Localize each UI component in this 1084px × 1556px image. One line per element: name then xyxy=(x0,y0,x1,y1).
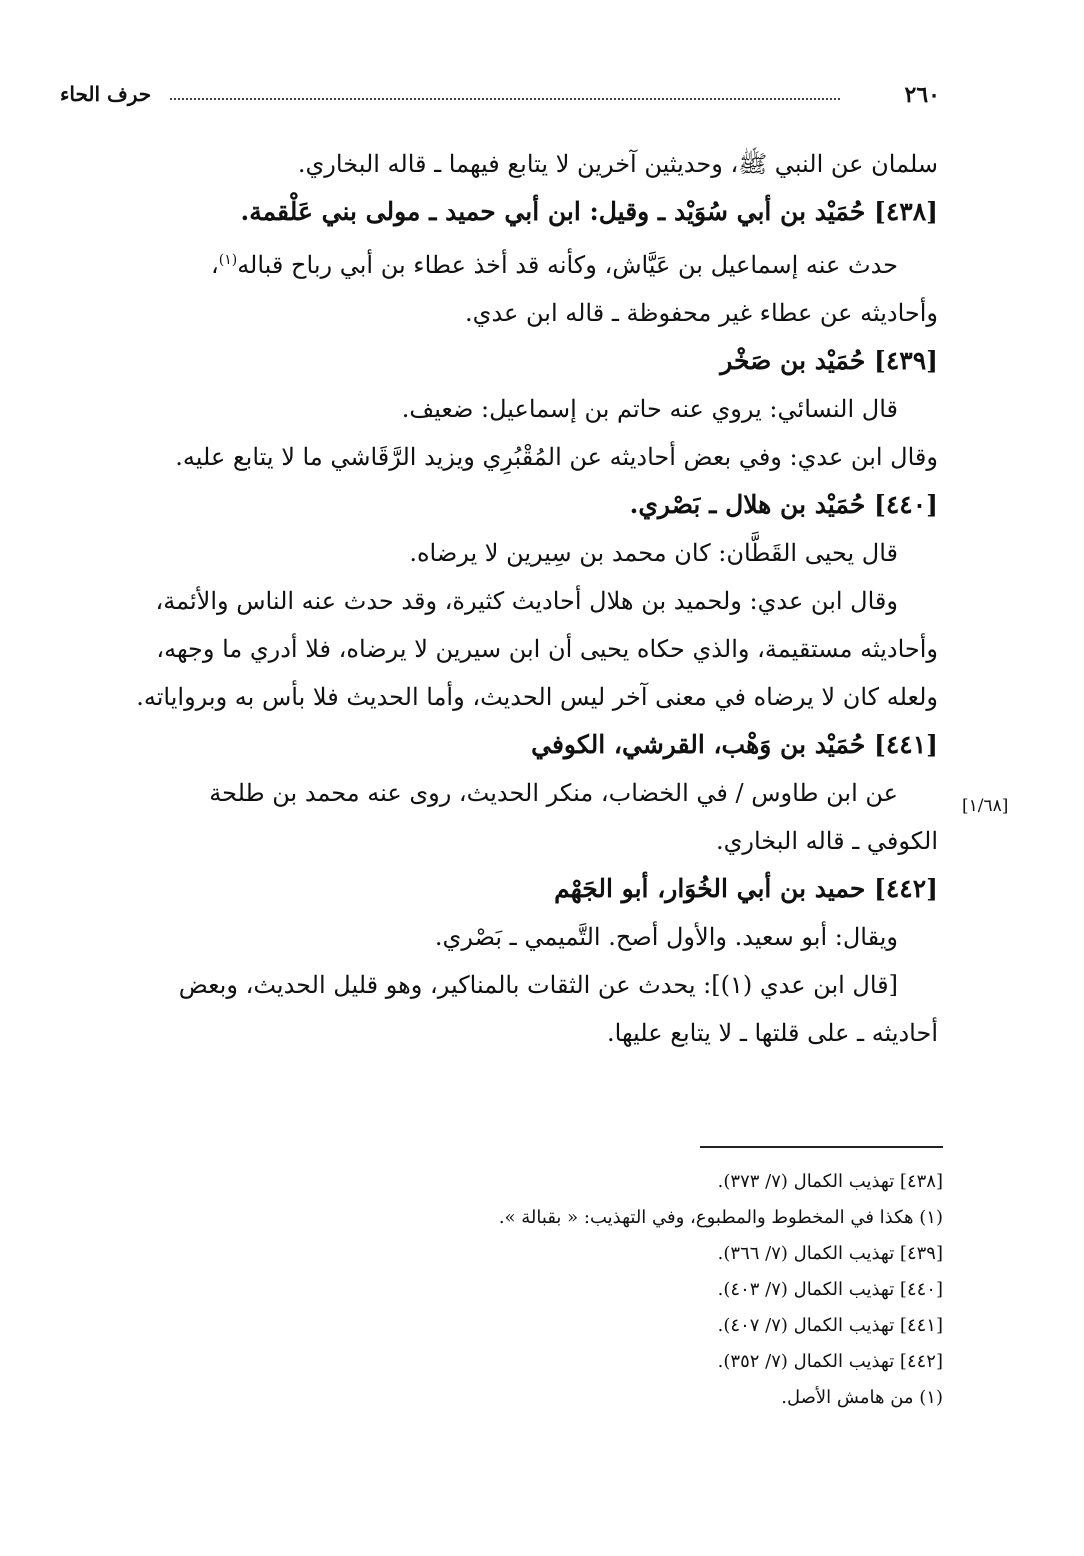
footnote-line: [٤٣٨] تهذيب الكمال (٧/ ٣٧٣). xyxy=(717,1171,943,1192)
footnote-divider xyxy=(700,1146,943,1148)
text-line: حدث عنه إسماعيل بن عَيَّاش، وكأنه قد أخذ عطاء بن أبي رباح قباله$^{(١)}$، xyxy=(210,251,898,279)
text-line: وأحاديثه مستقيمة، والذي حكاه يحيى أن ابن سيرين لا يرضاه، فلا أدري ما وجهه، xyxy=(156,635,938,663)
text-line: قال النسائي: يروي عنه حاتم بن إسماعيل: ضعيف. xyxy=(401,395,898,423)
entry-heading: [٤٣٨] حُمَيْد بن أبي سُوَيْد ـ وقيل: ابن أبي حميد ـ مولى بني عَلْقمة. xyxy=(240,197,938,226)
text-line: ولعله كان لا يرضاه في معنى آخر ليس الحديث، وأما الحديث فلا بأس به وبرواياته. xyxy=(136,683,938,711)
text-span: حدث عنه إسماعيل بن عَيَّاش، وكأنه قد أخذ عطاء بن أبي رباح قباله xyxy=(237,251,898,279)
entry-heading: [٤٤٢] حميد بن أبي الخُوَار، أبو الجَهْم xyxy=(554,874,938,903)
text-line: قال يحيى القَطَّان: كان محمد بن سِيرين لا يرضاه. xyxy=(409,539,898,567)
page-header xyxy=(60,82,960,116)
entry-heading: [٤٤١] حُمَيْد بن وَهْب، القرشي، الكوفي xyxy=(531,730,938,759)
text-line: سلمان عن النبي ﷺ، وحديثين آخرين لا يتابع فيهما ـ قاله البخاري. xyxy=(297,150,938,178)
text-line: وقال ابن عدي: وفي بعض أحاديثه عن المُقْبُرِي ويزيد الرَّقَاشي ما لا يتابع عليه. xyxy=(175,443,938,471)
text-line: الكوفي ـ قاله البخاري. xyxy=(715,827,938,855)
footnote-marker: (١) xyxy=(218,252,238,268)
header-divider xyxy=(170,98,840,100)
footnote-line: [٤٤١] تهذيب الكمال (٧/ ٤٠٧). xyxy=(717,1315,943,1336)
text-line: أحاديثه ـ على قلتها ـ لا يتابع عليها. xyxy=(607,1019,938,1047)
footnote-line: [٤٣٩] تهذيب الكمال (٧/ ٣٦٦). xyxy=(717,1243,943,1264)
footnote-line: (١) من هامش الأصل. xyxy=(781,1387,943,1408)
text-line: وأحاديثه عن عطاء غير محفوظة ـ قاله ابن عدي. xyxy=(465,299,938,327)
footnote-line: [٤٤٢] تهذيب الكمال (٧/ ٣٥٢). xyxy=(717,1351,943,1372)
footnote-line: (١) هكذا في المخطوط والمطبوع، وفي التهذيب: « بقبالة ». xyxy=(498,1207,943,1228)
entry-heading: [٤٤٠] حُمَيْد بن هلال ـ بَصْري. xyxy=(629,490,938,519)
page-number: ٢٦٠ xyxy=(904,82,940,108)
text-line: عن ابن طاوس / في الخضاب، منكر الحديث، روى عنه محمد بن طلحة xyxy=(209,779,898,807)
footnote-line: [٤٤٠] تهذيب الكمال (٧/ ٤٠٣). xyxy=(717,1279,943,1300)
text-line: [قال ابن عدي (١)]: يحدث عن الثقات بالمناكير، وهو قليل الحديث، وبعض xyxy=(178,971,898,999)
footnotes xyxy=(300,1164,943,1416)
main-text xyxy=(62,140,938,1057)
entry-heading: [٤٣٩] حُمَيْد بن صَخْر xyxy=(720,346,938,375)
margin-reference: [١/٦٨] xyxy=(962,796,1009,816)
text-line: ويقال: أبو سعيد. والأول أصح. التَّميمي ـ بَصْري. xyxy=(434,923,898,951)
text-line: وقال ابن عدي: ولحميد بن هلال أحاديث كثيرة، وقد حدث عنه الناس والأئمة، xyxy=(155,587,898,615)
running-title: حرف الحاء xyxy=(60,82,152,106)
